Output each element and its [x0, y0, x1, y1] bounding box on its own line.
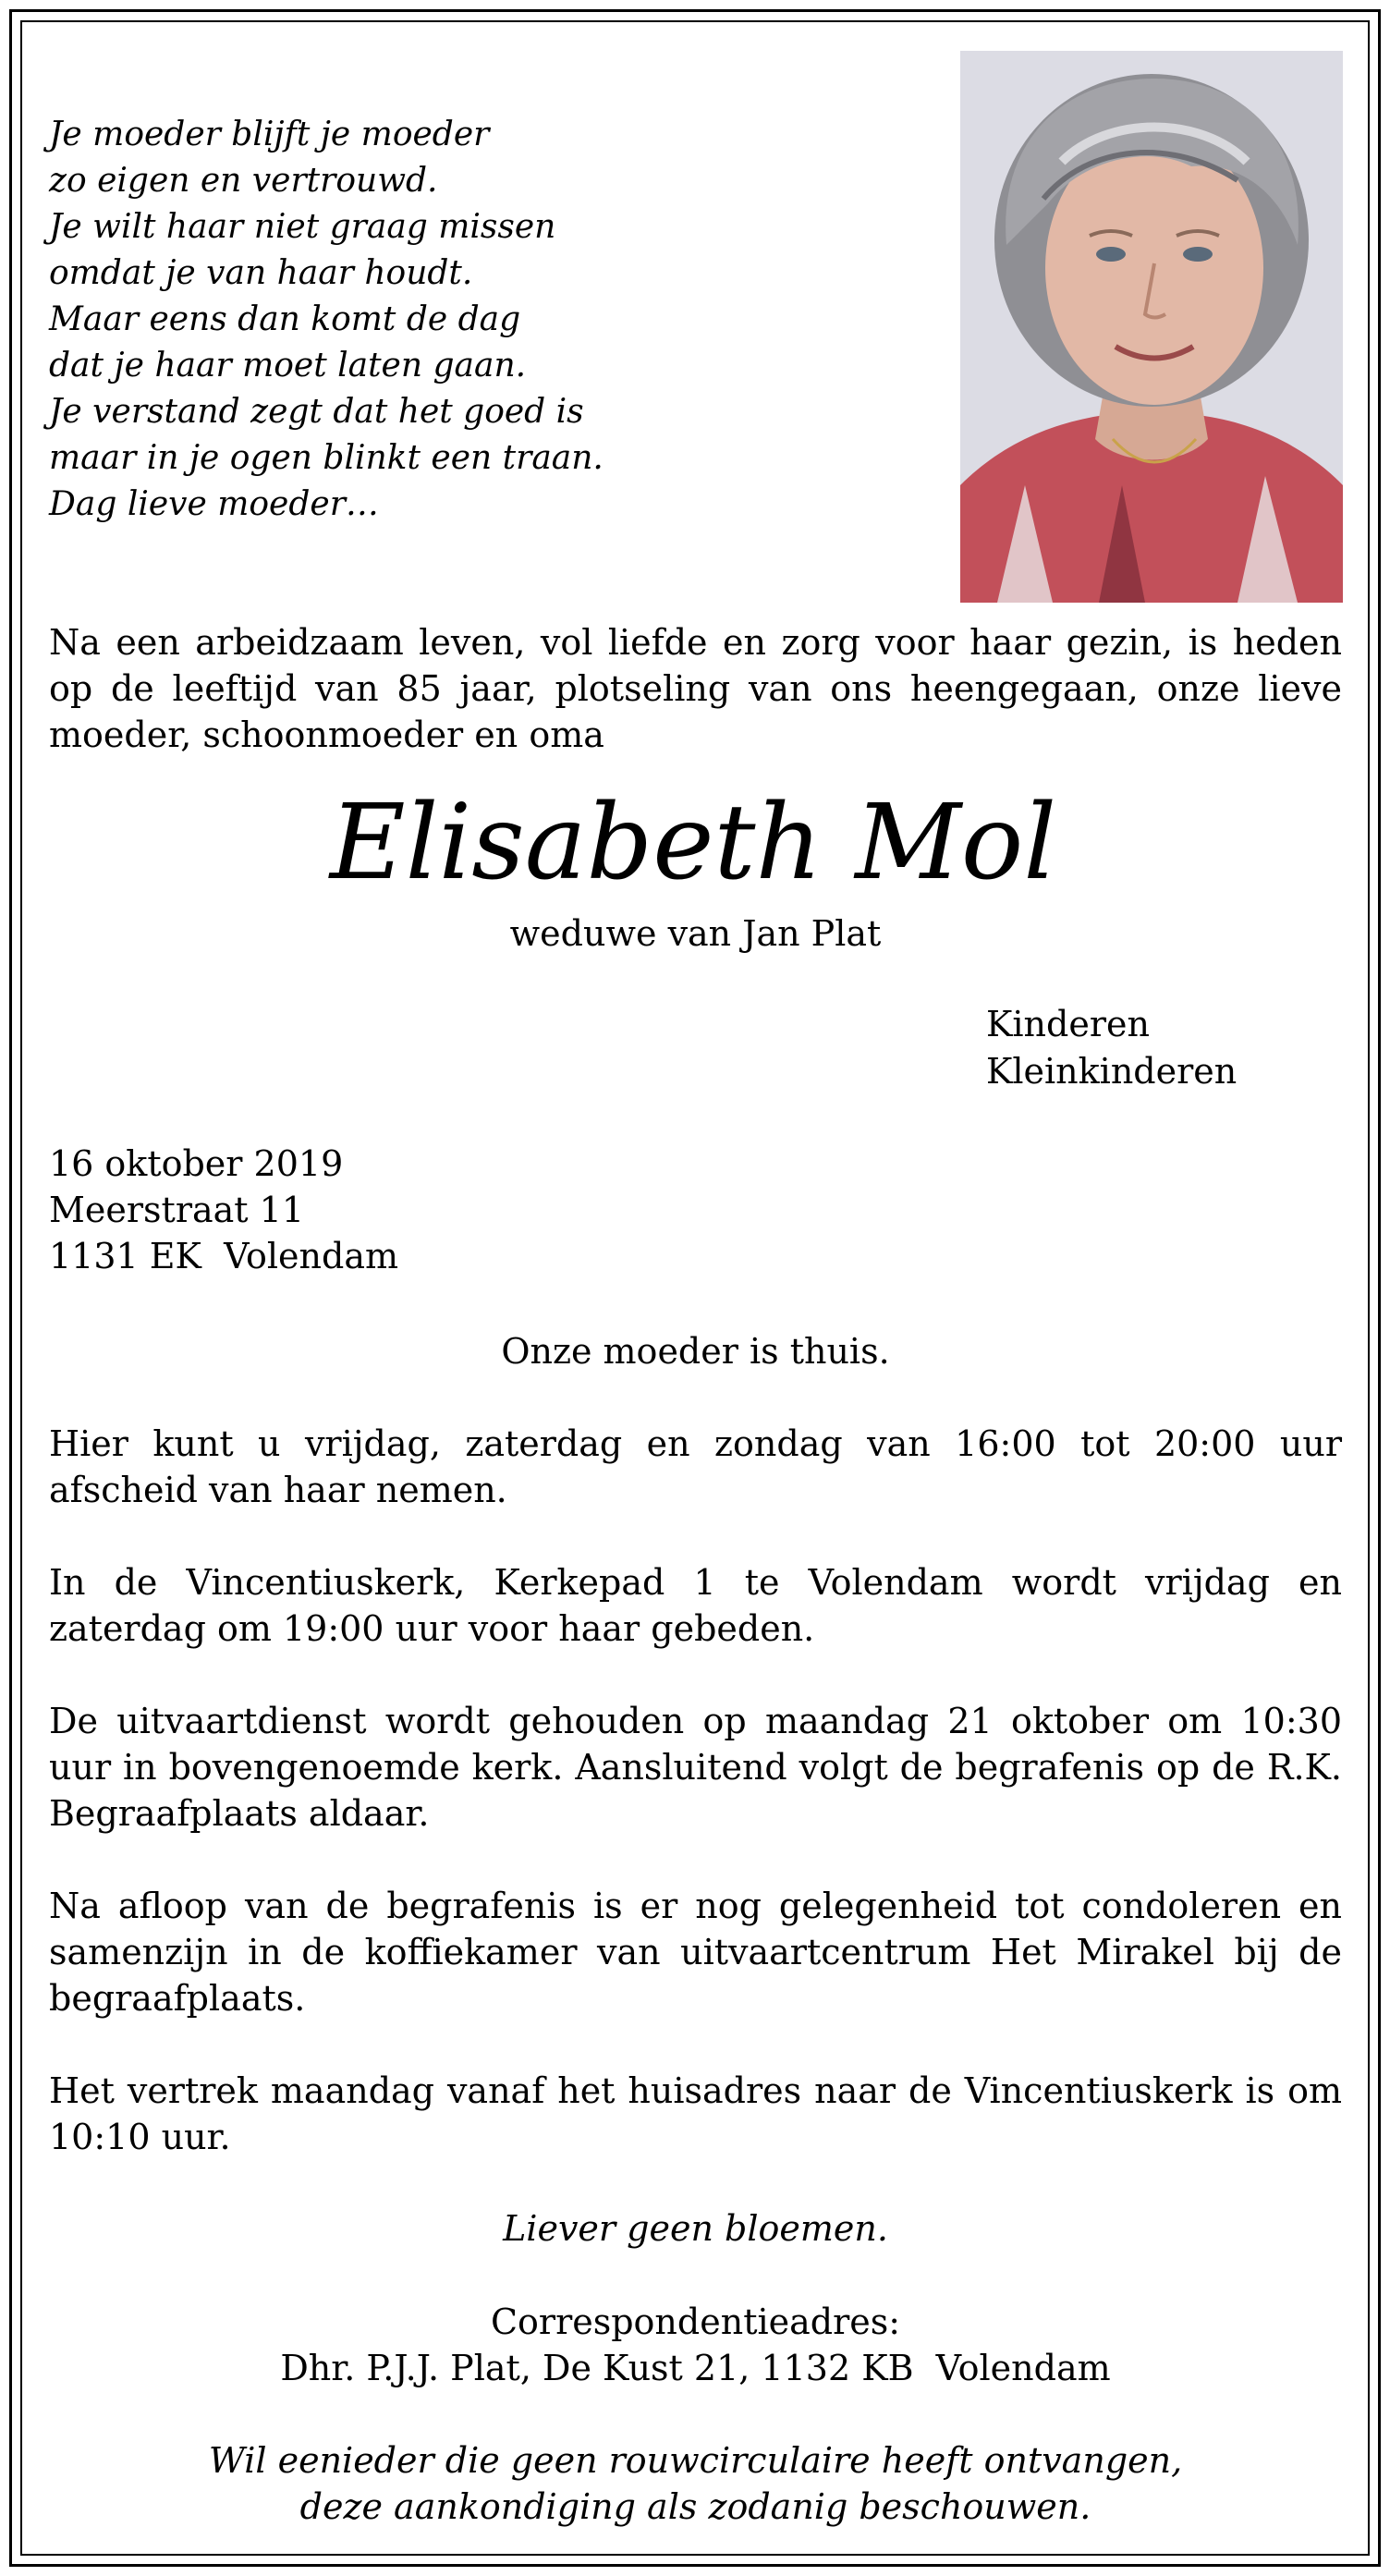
- poem-line: Dag lieve moeder…: [49, 485, 379, 523]
- portrait-illustration: [960, 51, 1343, 603]
- intro-paragraph: Na een arbeidzaam leven, vol liefde en zorg voor haar gezin, is heden op de leeftijd van 85 jaar, plotseling van ons heengegaan, onze lieve moeder, schoonmoeder en oma: [49, 622, 1342, 755]
- condolence-paragraph: Na afloop van de begrafenis is er nog gelegenheid tot condoleren en samenzijn in de koffiekamer van uitvaartcentrum Het Mirakel bij de begraafplaats.: [49, 1886, 1342, 2019]
- prayer-paragraph: In de Vincentiuskerk, Kerkepad 1 te Volendam wordt vrijdag en zaterdag om 19:00 uur voor haar gebeden.: [49, 1562, 1342, 1649]
- poem-line: zo eigen en vertrouwd.: [49, 162, 438, 200]
- departure-paragraph: Het vertrek maandag vanaf het huisadres naar de Vincentiuskerk is om 10:10 uur.: [49, 2070, 1342, 2157]
- correspondence-label: Correspondentieadres:: [490, 2301, 901, 2342]
- closing-line: deze aankondiging als zodanig beschouwen.: [299, 2486, 1091, 2527]
- service-paragraph: De uitvaartdienst wordt gehouden op maandag 21 oktober om 10:30 uur in bovengenoemde kerk. Aansluitend volgt de begrafenis op de R.K. Begraafplaats aldaar.: [49, 1701, 1342, 1834]
- family-item: Kinderen: [986, 1004, 1150, 1044]
- home-address: [49, 1141, 398, 1279]
- closing-line: Wil eenieder die geen rouwcirculaire heeft ontvangen,: [208, 2440, 1183, 2481]
- home-note: Onze moeder is thuis.: [501, 1331, 890, 1372]
- street: Meerstraat 11: [49, 1190, 305, 1230]
- poem-line: omdat je van haar houdt.: [49, 254, 473, 292]
- no-flowers: Liever geen bloemen.: [503, 2208, 888, 2249]
- poem-line: dat je haar moet laten gaan.: [49, 347, 527, 385]
- postal-city: 1131 EK Volendam: [49, 1236, 399, 1276]
- poem-line: maar in je ogen blinkt een traan.: [49, 439, 604, 477]
- name-script: [277, 775, 1109, 913]
- family-list: [986, 1001, 1237, 1095]
- deceased-name: [277, 775, 1109, 913]
- date: 16 oktober 2019: [49, 1143, 344, 1184]
- poem: [49, 112, 908, 528]
- deceased-subtitle: weduwe van Jan Plat: [509, 913, 882, 954]
- poem-line: Je verstand zegt dat het goed is: [49, 393, 584, 431]
- portrait-photo: [960, 51, 1343, 603]
- deceased-name-text: Elisabeth Mol: [329, 783, 1057, 903]
- poem-line: Maar eens dan komt de dag: [49, 300, 521, 338]
- family-item: Kleinkinderen: [986, 1051, 1238, 1092]
- visitation-paragraph: Hier kunt u vrijdag, zaterdag en zondag van 16:00 tot 20:00 uur afscheid van haar nemen.: [49, 1423, 1342, 1510]
- correspondence-address: Dhr. P.J.J. Plat, De Kust 21, 1132 KB Volendam: [280, 2348, 1111, 2388]
- poem-line: Je wilt haar niet graag missen: [49, 208, 556, 246]
- poem-line: Je moeder blijft je moeder: [49, 116, 490, 153]
